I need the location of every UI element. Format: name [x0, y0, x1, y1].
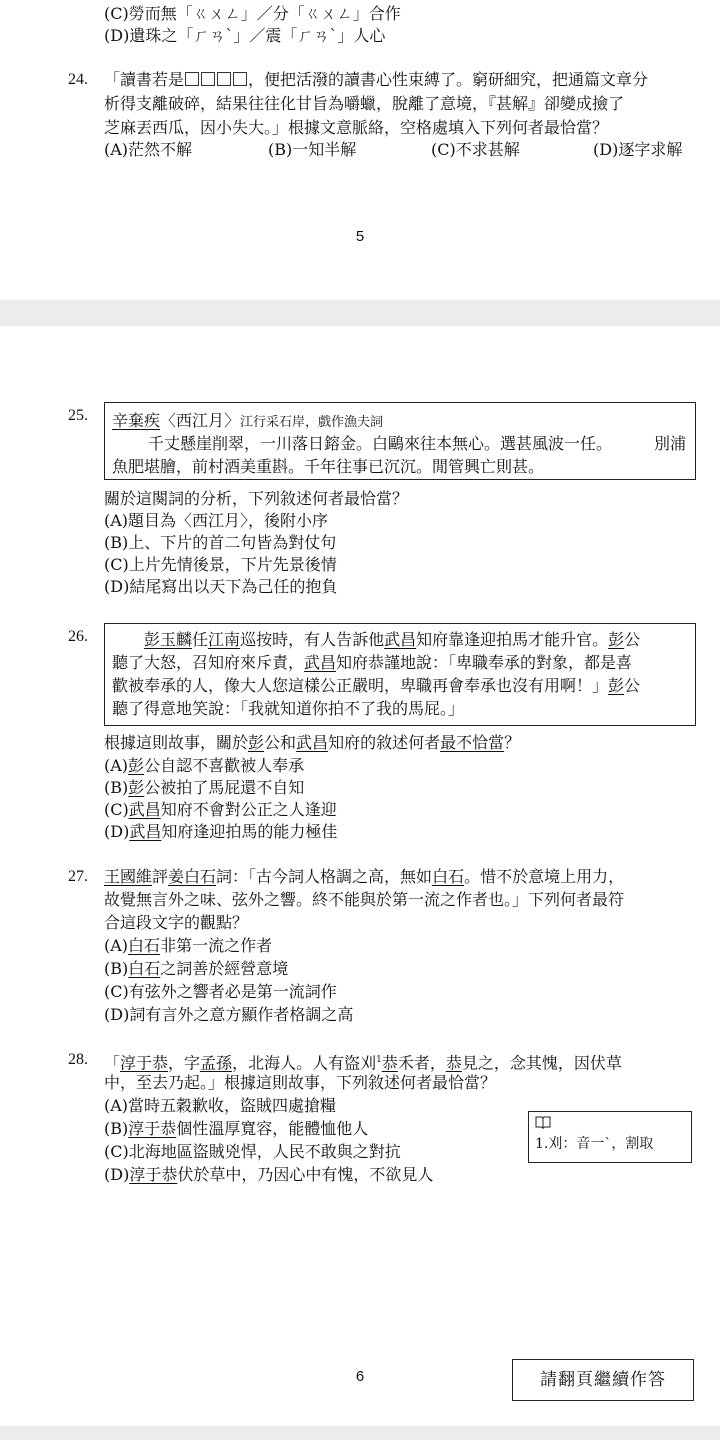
person-name: 彭	[128, 756, 145, 775]
place-name: 武昌	[296, 733, 329, 752]
option-letter: (A)	[104, 756, 129, 775]
q24-option-a[interactable]: (A)茫然不解	[104, 140, 193, 159]
option-letter: (B)	[104, 1119, 129, 1138]
q23-option-d: (D)遺珠之「ㄏㄢˋ」／震「ㄏㄢˋ」人心	[104, 26, 386, 45]
person-name: 白石	[128, 959, 161, 978]
person-name: 孟孫	[200, 1053, 233, 1073]
page-5	[0, 0, 720, 300]
q27-line-3: 合這段文字的觀點？	[104, 913, 249, 932]
option-text: 知府逢迎拍馬的能力極佳	[161, 822, 338, 841]
poem-preface: 江行采石岸，戲作漁夫詞	[240, 415, 384, 430]
q25-poem-line-1: 千丈懸崖削翠，一川落日鎔金。白鷗來往本無心。選甚風波一任。	[148, 434, 613, 453]
q27-option-d[interactable]: (D)詞有言外之意方顯作者格調之高	[104, 1005, 354, 1024]
poem-title: 〈西江月〉	[160, 411, 241, 430]
q26-option-a[interactable]	[104, 755, 304, 777]
answer-blank	[184, 70, 248, 89]
question-text: ，北海人。人有盜刈	[232, 1053, 377, 1073]
person-name: 淳于恭	[128, 1119, 177, 1138]
q26-story-line-2	[112, 652, 632, 674]
q27-line-1	[104, 866, 624, 888]
option-text: 伏於草中，乃因心中有愧，不欲見人	[177, 1165, 434, 1184]
q24-option-d[interactable]: (D)逐字求解	[593, 140, 683, 159]
person-name: 彭	[248, 733, 265, 752]
option-text: 之詞善於經營意境	[160, 959, 289, 978]
person-name: 白石	[432, 867, 465, 886]
option-text: 公自認不喜歡被人奉承	[144, 756, 305, 775]
q28-line-1	[104, 1049, 622, 1074]
book-icon	[535, 1115, 551, 1129]
q27-option-b[interactable]	[104, 958, 288, 980]
option-letter: (B)	[104, 778, 129, 797]
person-name: 王國維	[104, 867, 153, 886]
story-text: 歡被奉承的人，像大人您這樣公正嚴明，卑職再會奉承也沒有用啊！」	[112, 676, 609, 695]
place-name: 武昌	[129, 822, 162, 841]
q24-line-2: 析得支離破碎，結果往往化甘旨為嚼蠟，脫離了意境，『甚解』卻變成撿了	[104, 94, 625, 113]
q23-option-c: (C)勞而無「ㄍㄨㄥ」／分「ㄍㄨㄥ」合作	[104, 4, 401, 23]
story-text: 公	[624, 630, 641, 649]
q27-number: 27.	[68, 868, 88, 885]
q24-number: 24.	[68, 71, 88, 88]
place-name: 武昌	[304, 653, 337, 672]
story-text: 知府恭謹地說：「卑職奉承的對象，都是喜	[336, 653, 633, 672]
footnote-text: 1.刈：音一ˋ，割取	[535, 1136, 654, 1152]
turn-page-notice: 請翻頁繼續作答	[512, 1359, 694, 1401]
q28-option-c[interactable]: (C)北海地區盜賊兇悍，人民不敢與之對抗	[104, 1142, 401, 1161]
q26-option-d[interactable]	[104, 821, 337, 843]
story-text: 知府靠逢迎拍馬才能升官。	[416, 630, 609, 649]
q24-line-1	[104, 69, 648, 91]
q24-text: ，便把活潑的讀書心性束縛了。窮研細究，把通篇文章分	[248, 70, 649, 89]
q24-line-3: 芝麻丟西瓜，因小失大。」根據文意脈絡，空格處填入下列何者最恰當？	[104, 118, 609, 137]
person-name: 姜白石	[168, 867, 217, 886]
person-name: 恭	[445, 1053, 462, 1073]
q28-line-2: 中，至去乃起。」根據這則故事，下列敘述何者最恰當？	[104, 1073, 497, 1092]
place-name: 江南	[208, 630, 241, 649]
option-text: 公被拍了馬屁還不自知	[144, 778, 305, 797]
question-text: 知府的敘述何者	[328, 733, 441, 752]
page-number: 6	[355, 1368, 365, 1385]
q26-story-line-3	[112, 675, 640, 697]
option-letter: (C)	[104, 800, 129, 819]
q26-option-c[interactable]	[104, 799, 337, 821]
q25-number: 25.	[68, 407, 88, 424]
q28-option-a[interactable]: (A)當時五穀歉收，盜賊四處搶糧	[104, 1096, 337, 1115]
option-letter: (A)	[104, 936, 129, 955]
option-text: 個性溫厚寬容，能體恤他人	[176, 1119, 369, 1138]
person-name: 彭	[608, 676, 625, 695]
place-name: 武昌	[128, 800, 161, 819]
q27-option-c[interactable]: (C)有弦外之響者必是第一流詞作	[104, 982, 337, 1001]
q25-poem-line-2: 魚肥堪膾，前村酒美重斟。千年往事已沉沉。閒管興亡則甚。	[112, 457, 545, 476]
person-name: 彭	[128, 778, 145, 797]
q25-option-d[interactable]: (D)結尾寫出以天下為己任的抱負	[104, 577, 338, 596]
place-name: 武昌	[384, 630, 417, 649]
author-name: 辛棄疾	[112, 411, 161, 430]
question-text: ，字	[168, 1053, 201, 1073]
q26-option-b[interactable]	[104, 777, 304, 799]
question-text: 。惜不於意境上用力，	[464, 867, 625, 886]
q24-option-c[interactable]: (C)不求甚解	[431, 140, 520, 159]
story-text: 任	[192, 630, 209, 649]
question-text: 「	[104, 1053, 121, 1073]
story-text: 聽了大怒，召知府來斥責，	[112, 653, 305, 672]
person-name: 恭	[381, 1053, 398, 1073]
q28-option-b[interactable]	[104, 1118, 368, 1140]
q24-option-b[interactable]: (B)一知半解	[268, 140, 357, 159]
question-text: 根據這則故事，關於	[104, 733, 249, 752]
q25-option-c[interactable]: (C)上片先情後景，下片先景後情	[104, 555, 337, 574]
story-text: 公	[624, 676, 641, 695]
question-text: 詞：「古今詞人格調之高，無如	[216, 867, 433, 886]
option-letter: (B)	[104, 959, 129, 978]
page-6	[0, 326, 720, 1426]
option-letter: (D)	[104, 1165, 130, 1184]
q27-option-a[interactable]	[104, 935, 272, 957]
q27-line-2: 故覺無言外之味、弦外之響。終不能與於第一流之作者也。」下列何者最符	[104, 890, 625, 909]
footnote-box	[528, 1111, 692, 1163]
footnote-mark: 1	[376, 1055, 382, 1065]
emphasis-text: 最不恰當	[440, 733, 505, 752]
q28-option-d[interactable]	[104, 1164, 433, 1186]
q28-number: 28.	[68, 1051, 88, 1068]
q25-heading	[112, 410, 383, 434]
q26-number: 26.	[68, 628, 88, 645]
person-name: 彭玉麟	[144, 630, 193, 649]
person-name: 彭	[608, 630, 625, 649]
story-text: 巡按時，有人告訴他	[240, 630, 385, 649]
q25-poem-line-1-tail: 別浦	[654, 434, 687, 453]
person-name: 淳于恭	[129, 1165, 178, 1184]
q25-option-b[interactable]: (B)上、下片的首二句皆為對仗句	[104, 533, 337, 552]
q26-story-line-1	[112, 629, 640, 651]
person-name: 白石	[128, 936, 161, 955]
question-text: 公和	[264, 733, 297, 752]
option-text: 非第一流之作者	[160, 936, 273, 955]
question-text: 見之，念其愧，因伏草	[461, 1053, 622, 1073]
option-text: 知府不會對公正之人逢迎	[160, 800, 337, 819]
person-name: 淳于恭	[120, 1053, 169, 1073]
page-number: 5	[355, 228, 365, 245]
question-text: 評	[152, 867, 169, 886]
question-text: 禾者，	[397, 1053, 446, 1073]
q26-question	[104, 732, 520, 754]
q25-option-a[interactable]: (A)題目為〈西江月〉，後附小序	[104, 511, 329, 530]
option-letter: (D)	[104, 822, 130, 841]
q26-story-line-4: 聽了得意地笑說：「我就知道你拍不了我的馬屁。」	[112, 699, 465, 718]
q25-question: 關於這闋詞的分析，下列敘述何者最恰當？	[104, 489, 409, 508]
question-text: ？	[504, 733, 521, 752]
q24-text: 「讀書若是	[104, 70, 185, 89]
